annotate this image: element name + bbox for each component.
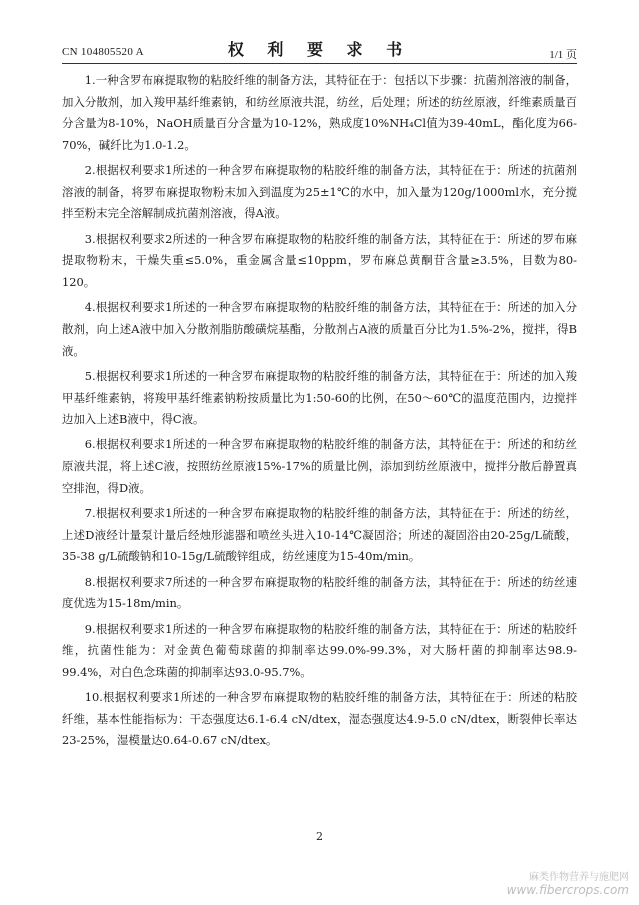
claim-8: 8.根据权利要求7所述的一种含罗布麻提取物的粘胶纤维的制备方法，其特征在于：所述的纺丝速度优选为15-18m/min。	[62, 574, 577, 611]
page-indicator: 1/1 页	[549, 49, 577, 61]
claim-1: 1.一种含罗布麻提取物的粘胶纤维的制备方法，其特征在于：包括以下步骤：抗菌剂溶液的制备，加入分散剂，加入羧甲基纤维素钠，和纺丝原液共混，纺丝，后处理；所述的纺丝原液，纤维素质量百分含量为8-10%，NaOH质量百分含量为10-12%，熟成度10%NH₄Cl值为39-40mL，酯化度为66-70%，碱纤比为1.0-1.2。	[62, 73, 577, 152]
claim-3: 3.根据权利要求2所述的一种含罗布麻提取物的粘胶纤维的制备方法，其特征在于：所述的罗布麻提取物粉末，干燥失重≤5.0%，重金属含量≤10ppm，罗布麻总黄酮苷含量≥3.5%，目数为80-120。	[62, 231, 577, 289]
claim-7: 7.根据权利要求1所述的一种含罗布麻提取物的粘胶纤维的制备方法，其特征在于：所述的纺丝，上述D液经计量泵计量后经烛形滤器和喷丝头进入10-14℃凝固浴；所述的凝固浴由20-25g/L硫酸，35-38 g/L硫酸钠和10-15g/L硫酸锌组成，纺丝速度为15-40m/min。	[62, 506, 577, 564]
document-title: 权 利 要 求 书	[227, 40, 412, 59]
publication-number: CN 104805520 A	[62, 46, 144, 58]
claim-10: 10.根据权利要求1所述的一种含罗布麻提取物的粘胶纤维的制备方法，其特征在于：所述的粘胶纤维，基本性能指标为：干态强度达6.1-6.4 cN/dtex，湿态强度达4.9-5.0 cN/dtex，断裂伸长率达23-25%，湿模量达0.64-0.67 cN/dtex。	[62, 690, 577, 748]
watermark-site-name: 麻类作物营养与施肥网	[529, 872, 629, 883]
claim-6: 6.根据权利要求1所述的一种含罗布麻提取物的粘胶纤维的制备方法，其特征在于：所述的和纺丝原液共混，将上述C液，按照纺丝原液15%-17%的质量比例，添加到纺丝原液中，搅拌分散后静置真空排泡，得D液。	[62, 437, 577, 495]
claim-9: 9.根据权利要求1所述的一种含罗布麻提取物的粘胶纤维的制备方法，其特征在于：所述的粘胶纤维，抗菌性能为：对金黄色葡萄球菌的抑制率达99.0%-99.3%，对大肠杆菌的抑制率达98.9-99.4%，对白色念珠菌的抑制率达93.0-95.7%。	[62, 621, 577, 679]
header-divider	[62, 63, 577, 64]
page-number: 2	[316, 830, 323, 843]
claim-5: 5.根据权利要求1所述的一种含罗布麻提取物的粘胶纤维的制备方法，其特征在于：所述的加入羧甲基纤维素钠，将羧甲基纤维素钠粉按质量比为1:50-60的比例，在50～60℃的温度范围内，边搅拌边加入上述B液中，得C液。	[62, 368, 577, 427]
claims-body	[62, 70, 577, 756]
watermark-url: www.fibercrops.com	[506, 883, 629, 897]
site-watermark	[507, 871, 629, 897]
claim-2: 2.根据权利要求1所述的一种含罗布麻提取物的粘胶纤维的制备方法，其特征在于：所述的抗菌剂溶液的制备，将罗布麻提取物粉末加入到温度为25±1℃的水中，加入量为120g/1000ml水，充分搅拌至粉末完全溶解制成抗菌剂溶液，得A液。	[62, 163, 577, 221]
page-header	[62, 34, 577, 64]
claim-4: 4.根据权利要求1所述的一种含罗布麻提取物的粘胶纤维的制备方法，其特征在于：所述的加入分散剂，向上述A液中加入分散剂脂肪酸磺烷基酯，分散剂占A液的质量百分比为1.5%-2%，搅拌，得B液。	[62, 300, 577, 358]
